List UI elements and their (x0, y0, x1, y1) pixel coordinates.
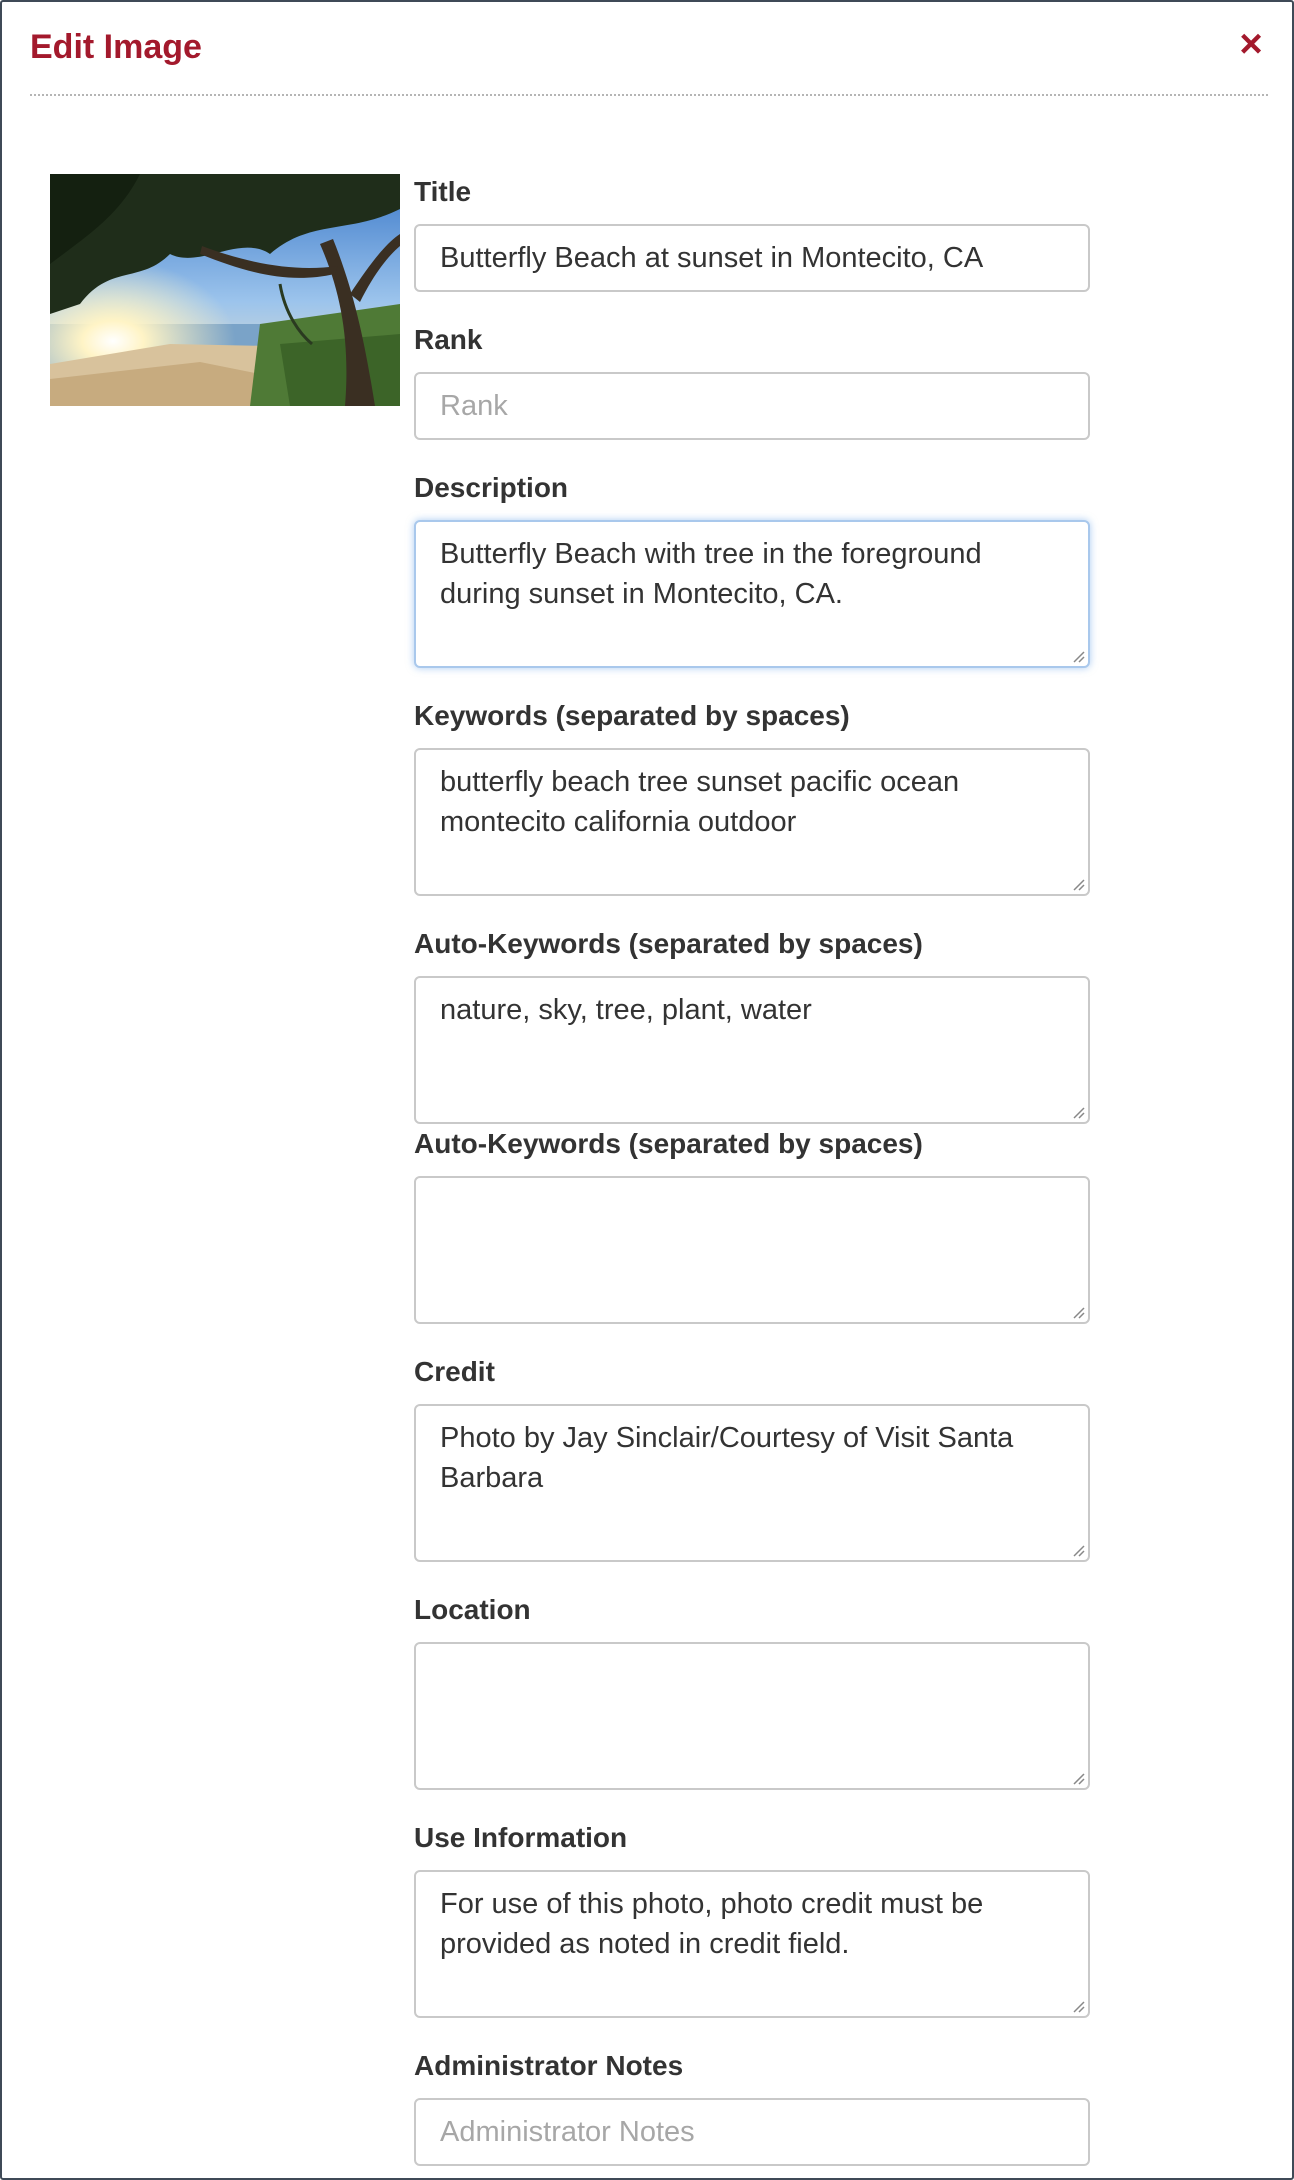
description-text: Butterfly Beach with tree in the foreground during sunset in Montecito, CA. (440, 538, 982, 610)
credit-text: Photo by Jay Sinclair/Courtesy of Visit Santa Barbara (440, 1422, 1014, 1494)
auto-keywords-field-1 (414, 926, 1092, 1124)
admin-notes-input[interactable] (414, 2098, 1090, 2166)
resize-grip-icon[interactable] (1071, 1305, 1085, 1319)
modal-header (30, 2, 1268, 96)
description-textarea[interactable] (414, 520, 1090, 668)
rank-input[interactable] (414, 372, 1090, 440)
keywords-text: butterfly beach tree sunset pacific ocean montecito california outdoor (440, 766, 960, 838)
auto-keywords-textarea-1[interactable] (414, 976, 1090, 1124)
resize-grip-icon[interactable] (1071, 649, 1085, 663)
resize-grip-icon[interactable] (1071, 1105, 1085, 1119)
image-thumbnail (50, 174, 400, 406)
title-label: Title (414, 176, 472, 207)
rank-placeholder: Rank (440, 390, 508, 422)
auto-keywords-label-2: Auto-Keywords (separated by spaces) (414, 1128, 923, 1159)
use-information-text: For use of this photo, photo credit must be provided as noted in credit field. (440, 1888, 984, 1960)
title-input[interactable]: Butterfly Beach at sunset in Montecito, CA (414, 224, 1090, 292)
close-icon[interactable]: × (1239, 22, 1263, 66)
location-textarea[interactable] (414, 1642, 1090, 1790)
auto-keywords-field-2 (414, 1126, 1092, 1324)
keywords-label: Keywords (separated by spaces) (414, 700, 850, 731)
admin-notes-field (414, 2048, 1092, 2166)
resize-grip-icon[interactable] (1071, 1771, 1085, 1785)
title-field (414, 174, 1092, 292)
description-label: Description (414, 472, 569, 503)
resize-grip-icon[interactable] (1071, 1543, 1085, 1557)
admin-notes-label: Administrator Notes (414, 2050, 684, 2081)
use-information-field (414, 1820, 1092, 2018)
description-field (414, 470, 1092, 668)
rank-label: Rank (414, 324, 483, 355)
beach-sunset-thumbnail (50, 174, 400, 406)
keywords-textarea[interactable] (414, 748, 1090, 896)
keywords-field (414, 698, 1092, 896)
resize-grip-icon[interactable] (1071, 1999, 1085, 2013)
auto-keywords-text-1: nature, sky, tree, plant, water (440, 994, 812, 1026)
credit-field (414, 1354, 1092, 1562)
credit-label: Credit (414, 1356, 495, 1387)
use-information-textarea[interactable] (414, 1870, 1090, 2018)
auto-keywords-textarea-2[interactable] (414, 1176, 1090, 1324)
location-label: Location (414, 1594, 531, 1625)
modal-title: Edit Image (30, 28, 202, 66)
admin-notes-placeholder: Administrator Notes (440, 2116, 695, 2148)
use-information-label: Use Information (414, 1822, 628, 1853)
auto-keywords-label-1: Auto-Keywords (separated by spaces) (414, 928, 923, 959)
location-field (414, 1592, 1092, 1790)
rank-field (414, 322, 1092, 440)
resize-grip-icon[interactable] (1071, 877, 1085, 891)
credit-textarea[interactable] (414, 1404, 1090, 1562)
